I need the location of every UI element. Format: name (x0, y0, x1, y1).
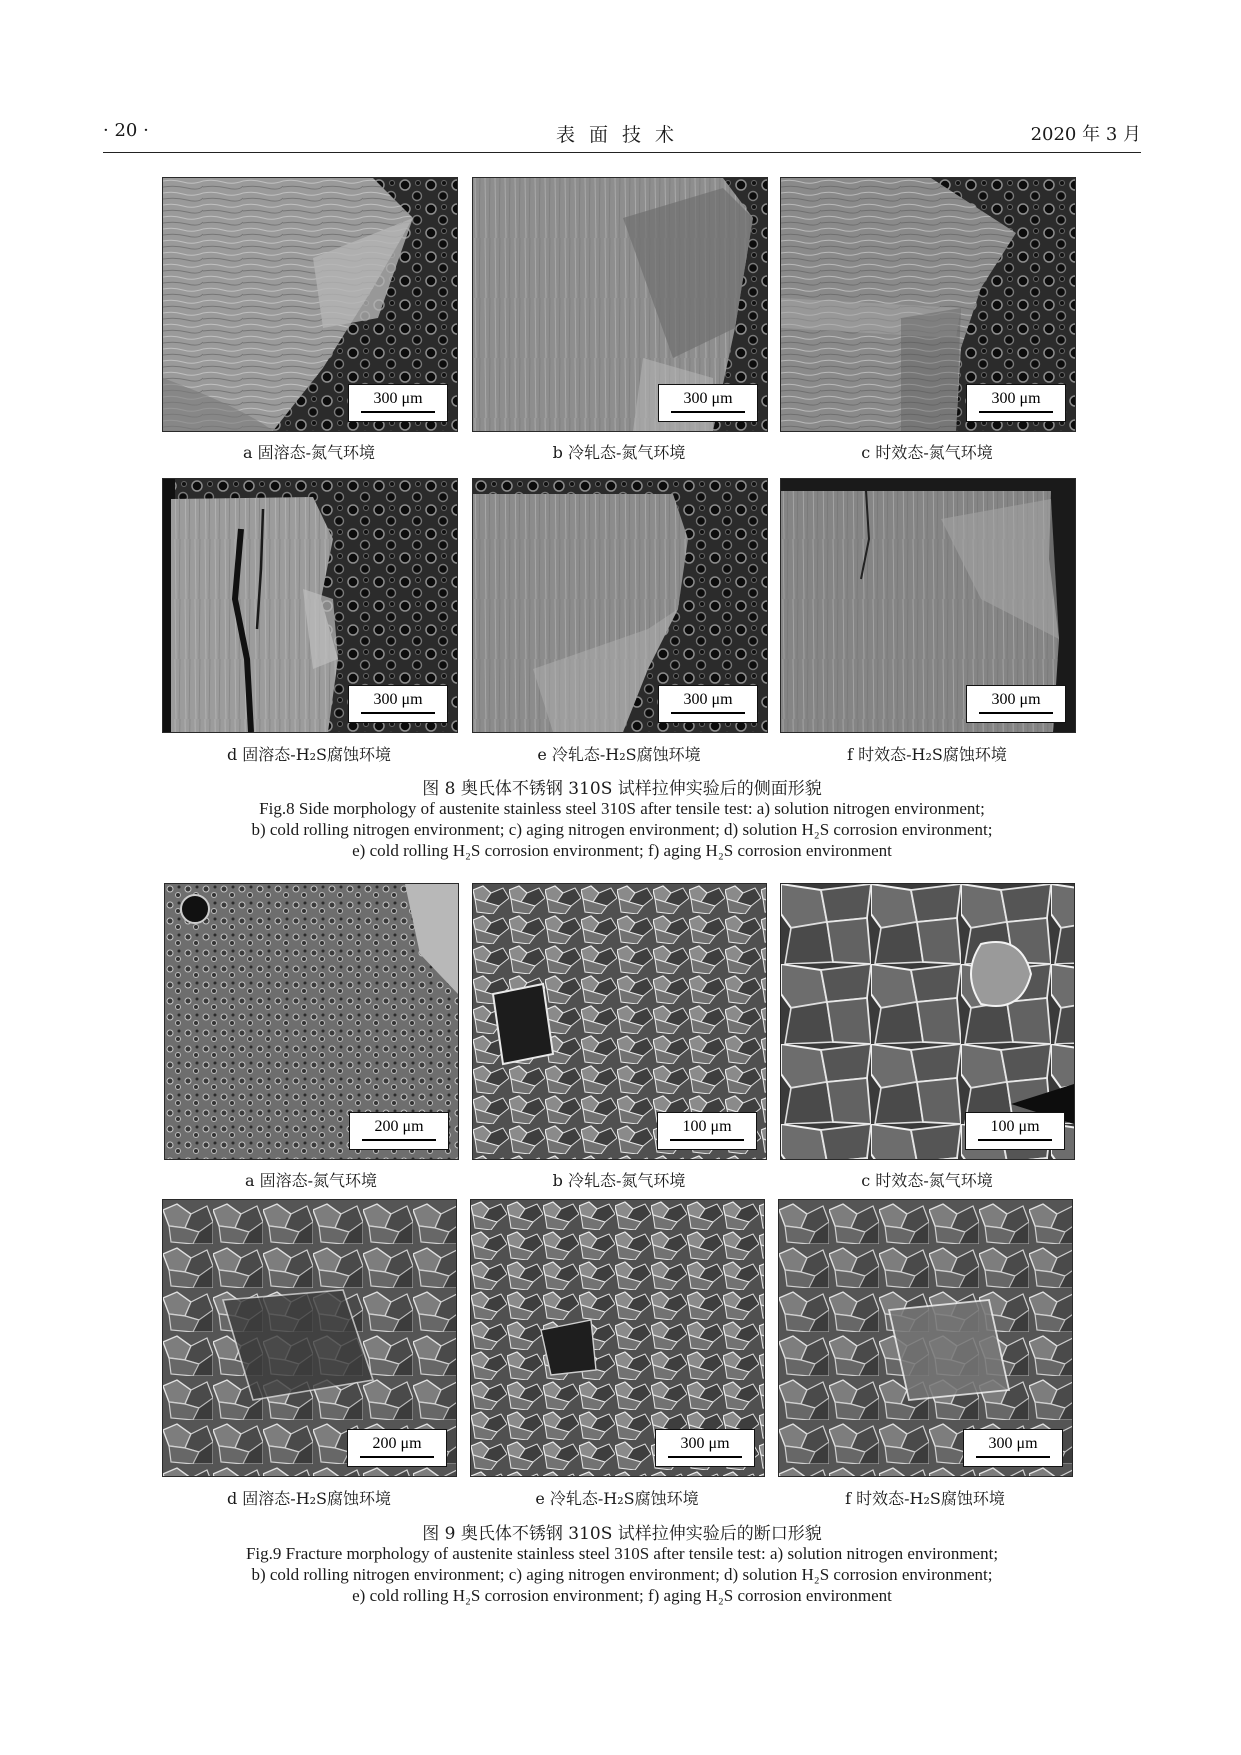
header-rule (103, 152, 1141, 153)
scale-bar: 200 μm (349, 1112, 449, 1150)
fig9-panel-a (164, 883, 459, 1160)
page-header (103, 120, 1141, 150)
scale-bar: 300 μm (348, 384, 448, 422)
fig9-label-a: a 固溶态-氮气环境 (244, 1171, 378, 1190)
fig9-panel-b (472, 883, 767, 1160)
fig8-caption-zh: 图 8 奥氏体不锈钢 310S 试样拉伸实验后的侧面形貌 (422, 779, 822, 799)
fig8-caption-en: Fig.8 Side morphology of austenite stainless steel 310S after tensile test: a) solution nitrogen environment; b) cold rolling nitrogen environment; c) aging nitrogen environment; d) solution H₂S corrosion environment; e) cold rolling H₂S corrosion environment; f) aging H₂S corrosion environment (251, 799, 993, 860)
page-number: · 20 · (103, 120, 149, 141)
fig9-caption-zh: 图 9 奥氏体不锈钢 310S 试样拉伸实验后的断口形貌 (422, 1524, 822, 1544)
scale-bar: 300 μm (658, 384, 758, 422)
fig8-panel-e (472, 478, 768, 733)
fig8-label-f: f 时效态-H₂S腐蚀环境 (847, 745, 1007, 764)
fig8-label-e: e 冷轧态-H₂S腐蚀环境 (537, 745, 701, 764)
fig8-panel-b (472, 177, 768, 432)
fig9-label-f: f 时效态-H₂S腐蚀环境 (845, 1489, 1005, 1508)
fig8-label-c: c 时效态-氮气环境 (861, 443, 993, 462)
fig9-label-b: b 冷轧态-氮气环境 (552, 1171, 686, 1190)
scale-bar: 300 μm (966, 685, 1066, 723)
issue-date: 2020 年 3 月 (1030, 124, 1141, 145)
fig8-panel-a (162, 177, 458, 432)
fig9-panel-e (470, 1199, 765, 1477)
scale-bar: 300 μm (966, 384, 1066, 422)
fig9-label-e: e 冷轧态-H₂S腐蚀环境 (535, 1489, 699, 1508)
fig9-label-c: c 时效态-氮气环境 (861, 1171, 993, 1190)
journal-title: 表面技术 (555, 124, 688, 146)
scale-bar: 300 μm (655, 1429, 755, 1467)
fig9-panel-f (778, 1199, 1073, 1477)
fig8-label-a: a 固溶态-氮气环境 (242, 443, 376, 462)
scale-bar: 300 μm (348, 685, 448, 723)
fig9-label-d: d 固溶态-H₂S腐蚀环境 (226, 1489, 392, 1508)
fig8-label-b: b 冷轧态-氮气环境 (552, 443, 686, 462)
fig8-panel-f (780, 478, 1076, 733)
fig9-panel-d (162, 1199, 457, 1477)
fig9-panel-c (780, 883, 1075, 1160)
scale-bar: 300 μm (658, 685, 758, 723)
scale-bar: 100 μm (965, 1112, 1065, 1150)
scale-bar: 200 μm (347, 1429, 447, 1467)
fig9-caption-en: Fig.9 Fracture morphology of austenite stainless steel 310S after tensile test: a) solution nitrogen environment; b) cold rolling nitrogen environment; c) aging nitrogen environment; d) solution H₂S corrosion environment; e) cold rolling H₂S corrosion environment; f) aging H₂S corrosion environment (245, 1544, 999, 1605)
fig8-label-d: d 固溶态-H₂S腐蚀环境 (226, 745, 392, 764)
fig8-panel-c (780, 177, 1076, 432)
scale-bar: 300 μm (963, 1429, 1063, 1467)
fig8-panel-d (162, 478, 458, 733)
scale-bar: 100 μm (657, 1112, 757, 1150)
